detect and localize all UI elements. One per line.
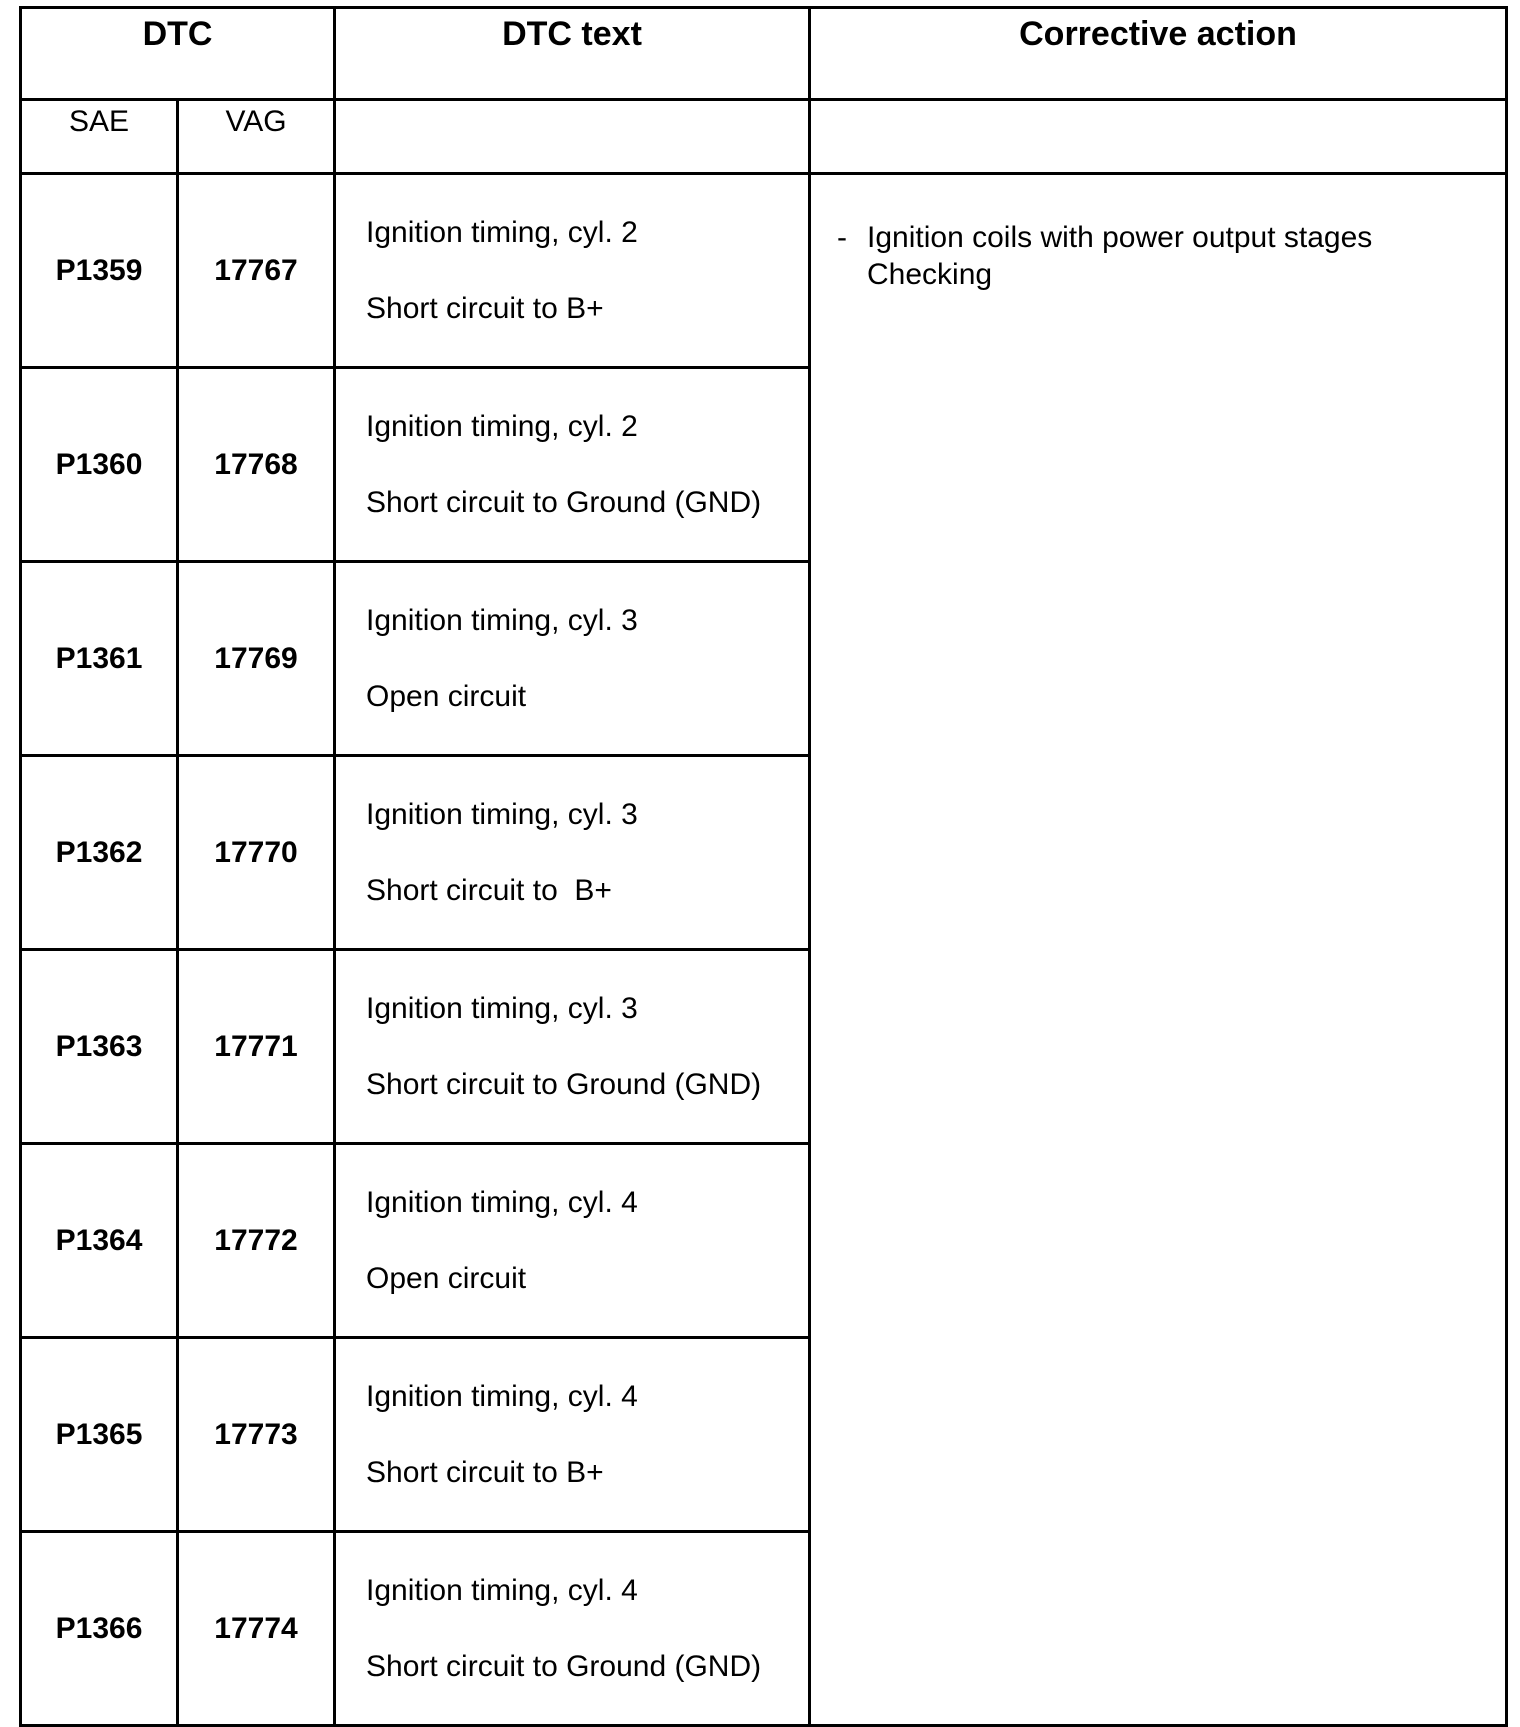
dtc-text-line1: Ignition timing, cyl. 2 (366, 215, 638, 249)
corrective-action-line2: Checking (867, 258, 993, 291)
header-corrective-action: Corrective action (810, 8, 1507, 100)
dtc-text-cell (335, 1532, 810, 1726)
sae-code: P1363 (21, 950, 178, 1144)
dtc-text-cell (335, 174, 810, 368)
sae-code: P1364 (21, 1144, 178, 1338)
dtc-text-cell (335, 562, 810, 756)
dtc-text-line1: Ignition timing, cyl. 3 (366, 991, 638, 1025)
dtc-text-line2: Open circuit (366, 1261, 527, 1295)
sae-code: P1365 (21, 1338, 178, 1532)
subheader-empty-action (810, 100, 1507, 174)
header-row (21, 8, 1507, 100)
vag-code: 17771 (178, 950, 335, 1144)
dtc-table (19, 6, 1508, 1727)
dtc-text-line1: Ignition timing, cyl. 3 (366, 603, 638, 637)
header-dtc-text: DTC text (335, 8, 810, 100)
dtc-text-line2: Short circuit to Ground (GND) (366, 1067, 762, 1101)
corrective-action-line1: Ignition coils with power output stages (867, 221, 1373, 254)
subheader-row (21, 100, 1507, 174)
vag-code: 17768 (178, 368, 335, 562)
dtc-text-line2: Short circuit to Ground (GND) (366, 1649, 762, 1683)
dtc-text-line2: Open circuit (366, 679, 527, 713)
dtc-text-line2: Short circuit to B+ (366, 291, 604, 325)
sae-code: P1360 (21, 368, 178, 562)
vag-code: 17770 (178, 756, 335, 950)
dtc-text-cell (335, 1144, 810, 1338)
vag-code: 17773 (178, 1338, 335, 1532)
dtc-text-line1: Ignition timing, cyl. 4 (366, 1379, 638, 1413)
vag-code: 17772 (178, 1144, 335, 1338)
dtc-text-line2: Short circuit to B+ (366, 1455, 604, 1489)
subheader-empty-text (335, 100, 810, 174)
dtc-text-line1: Ignition timing, cyl. 4 (366, 1185, 638, 1219)
dtc-text-line1: Ignition timing, cyl. 2 (366, 409, 638, 443)
sae-code: P1362 (21, 756, 178, 950)
dtc-text-line2: Short circuit to Ground (GND) (366, 485, 762, 519)
dtc-text-cell (335, 950, 810, 1144)
sae-code: P1366 (21, 1532, 178, 1726)
vag-code: 17774 (178, 1532, 335, 1726)
table-row (21, 174, 1507, 368)
dtc-text-cell (335, 368, 810, 562)
dtc-text-cell (335, 756, 810, 950)
dtc-text-line1: Ignition timing, cyl. 4 (366, 1573, 638, 1607)
sae-code: P1359 (21, 174, 178, 368)
corrective-action-item (837, 219, 1485, 256)
subheader-vag: VAG (178, 100, 335, 174)
subheader-sae: SAE (21, 100, 178, 174)
dtc-text-cell (335, 1338, 810, 1532)
sae-code: P1361 (21, 562, 178, 756)
bullet-dash: - (837, 221, 848, 254)
corrective-action-cell (810, 174, 1507, 1726)
dtc-text-line1: Ignition timing, cyl. 3 (366, 797, 638, 831)
vag-code: 17767 (178, 174, 335, 368)
dtc-text-line2: Short circuit to B+ (366, 873, 612, 907)
vag-code: 17769 (178, 562, 335, 756)
header-dtc: DTC (21, 8, 335, 100)
